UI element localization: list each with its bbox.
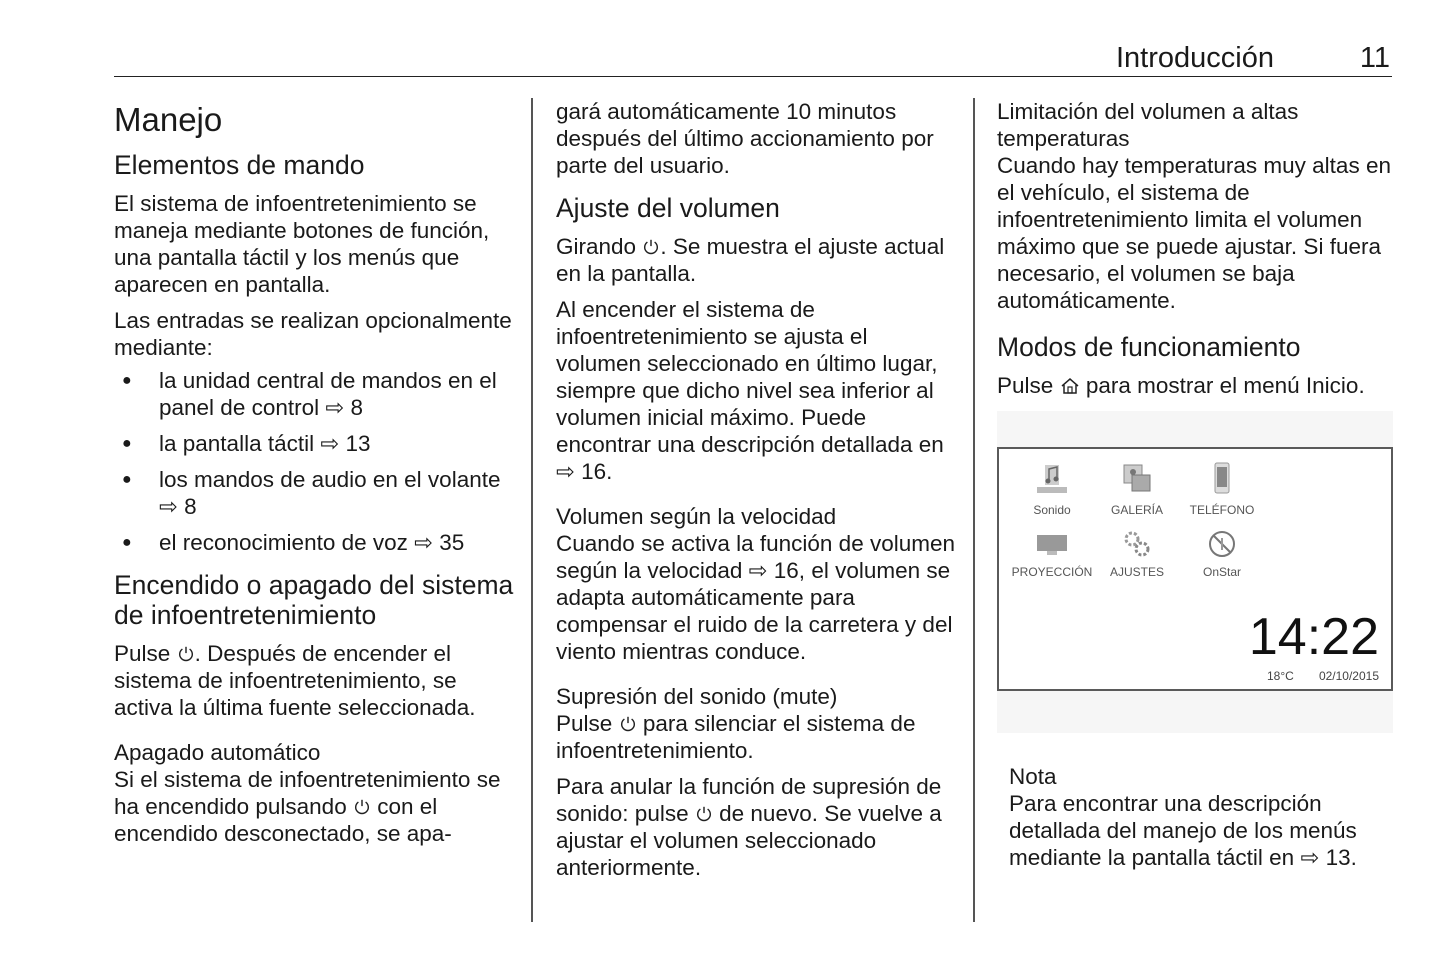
subsection-heading: Ajuste del volumen <box>556 193 780 223</box>
app-tile-telefono[interactable]: TELÉFONO <box>1177 461 1267 517</box>
arrow-ref-icon: ⇨ <box>414 530 434 555</box>
list-item: ● la unidad central de mandos en el panel de control ⇨ 8 <box>114 367 514 421</box>
page-ref-link[interactable]: 16. <box>581 459 613 484</box>
minor-heading: Limitación del volumen a altas temperaturas <box>997 99 1299 151</box>
column-divider <box>531 98 533 922</box>
home-icon <box>1060 377 1080 395</box>
minor-heading: Supresión del sonido (mute) <box>556 684 838 709</box>
arrow-ref-icon: ⇨ <box>325 395 345 420</box>
settings-icon <box>1118 529 1156 559</box>
page-ref-link[interactable]: 35 <box>439 530 465 555</box>
list-item: ● el reconocimiento de voz ⇨ 35 <box>114 529 514 556</box>
minor-heading: Apagado automático <box>114 740 321 765</box>
paragraph: gará automáticamente 10 minutos después del último accionamiento por parte del usuario. <box>556 99 934 178</box>
power-icon <box>642 238 660 256</box>
paragraph: Pulse . Después de encender el sistema de infoentretenimiento, se activa la última fuente seleccionada. <box>114 641 476 720</box>
paragraph: Al encender el sistema de infoentretenimiento se ajusta el volumen seleccionado en último lugar, siempre que dicho nivel sea inferior al volumen inicial máximo. Puede encontrar una descripción detallada en ⇨ 16. <box>556 297 944 484</box>
column-2 <box>556 98 956 890</box>
section-heading: Manejo <box>114 101 223 138</box>
column-3 <box>997 98 1397 880</box>
paragraph: Girando . Se muestra el ajuste actual en la pantalla. <box>556 234 945 286</box>
arrow-ref-icon: ⇨ <box>556 459 575 484</box>
clock-time: 14:22 <box>1248 608 1379 666</box>
subsection-heading: Elementos de mando <box>114 150 365 180</box>
page-ref-link[interactable]: 13 <box>345 431 371 456</box>
subsection-heading: Modos de funcionamiento <box>997 332 1301 362</box>
paragraph: Cuando hay temperaturas muy altas en el vehículo, el sistema de infoentretenimiento limita el volumen máximo que se puede ajustar. Si fuera necesario, el volumen se baja automáticamente. <box>997 153 1391 313</box>
power-icon <box>695 805 713 823</box>
power-icon <box>353 798 371 816</box>
arrow-ref-icon: ⇨ <box>748 558 768 583</box>
bullet-list <box>114 367 514 556</box>
paragraph: Pulse para silenciar el sistema de infoentretenimiento. <box>556 711 916 763</box>
page-ref-link[interactable]: 8 <box>350 395 364 420</box>
note-heading: Nota <box>1009 764 1057 789</box>
paragraph: Si el sistema de infoentretenimiento se ha encendido pulsando con el encendido desconectado, se apa- <box>114 767 501 846</box>
list-item: ● la pantalla táctil ⇨ 13 <box>114 430 514 457</box>
temperature-readout: 18°C <box>1267 669 1294 683</box>
projection-icon <box>1033 529 1071 559</box>
home-screen-figure <box>997 411 1393 733</box>
note-box <box>997 763 1397 871</box>
arrow-ref-icon: ⇨ <box>1300 845 1320 870</box>
list-item: ● los mandos de audio en el volante ⇨ 8 <box>114 466 514 520</box>
gallery-icon <box>1118 461 1156 497</box>
onstar-icon <box>1203 529 1241 559</box>
page-header <box>114 38 1392 77</box>
minor-heading: Volumen según la velocidad <box>556 504 837 529</box>
paragraph: Cuando se activa la función de volumen según la velocidad ⇨ 16, el volumen se adapta automáticamente para compensar el ruido de la carretera y del viento mientras conduce. <box>556 531 956 664</box>
paragraph: Las entradas se realizan opcionalmente mediante: <box>114 308 512 360</box>
column-divider <box>973 98 975 922</box>
app-tile-ajustes[interactable]: AJUSTES <box>1092 529 1182 579</box>
app-tile-galeria[interactable]: GALERÍA <box>1092 461 1182 517</box>
paragraph: Pulse para mostrar el menú Inicio. <box>997 373 1365 398</box>
arrow-ref-icon: ⇨ <box>159 494 178 519</box>
paragraph: Para anular la función de supresión de sonido: pulse de nuevo. Se vuelve a ajustar el volumen seleccionado anteriormente. <box>556 774 942 880</box>
arrow-ref-icon: ⇨ <box>320 431 340 456</box>
display-screen <box>997 447 1393 691</box>
app-tile-sonido[interactable]: Sonido <box>1007 461 1097 517</box>
phone-icon <box>1203 461 1241 497</box>
paragraph: El sistema de infoentretenimiento se maneja mediante botones de función, una pantalla táctil y los menús que aparecen en pantalla. <box>114 191 490 297</box>
date-readout: 02/10/2015 <box>1318 669 1379 683</box>
section-title: Introducción <box>1116 42 1274 74</box>
page-ref-link[interactable]: 13. <box>1325 845 1357 870</box>
column-1 <box>114 98 514 856</box>
power-icon <box>177 645 195 663</box>
power-icon <box>619 715 637 733</box>
music-icon <box>1033 461 1071 497</box>
page-ref-link[interactable]: 16, <box>773 558 806 583</box>
app-tile-onstar[interactable]: OnStar <box>1177 529 1267 579</box>
subsection-heading: Encendido o apagado del sistema de infoentretenimiento <box>114 570 514 630</box>
page-number: 11 <box>1359 42 1390 74</box>
page-ref-link[interactable]: 8 <box>184 494 197 519</box>
app-tile-proyeccion[interactable]: PROYECCIÓN <box>1007 529 1097 579</box>
paragraph: Para encontrar una descripción detallada del manejo de los menús mediante la pantalla táctil en ⇨ 13. <box>1009 791 1357 870</box>
